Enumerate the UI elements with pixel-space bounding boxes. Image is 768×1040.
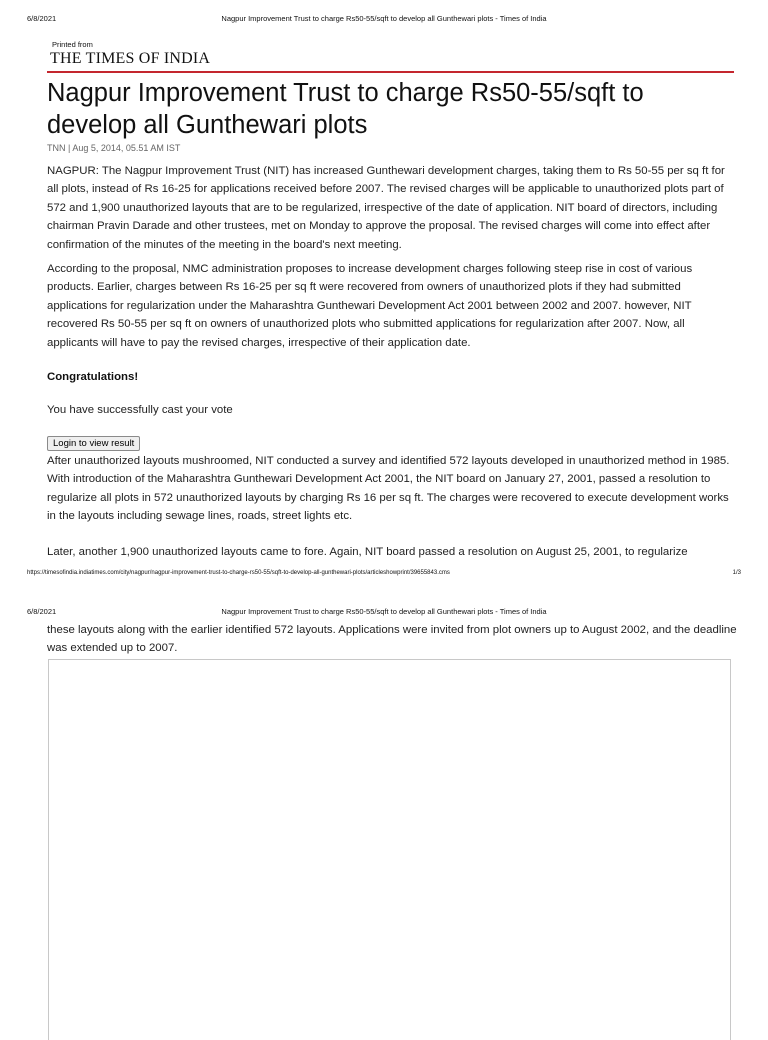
print-page-number: 1/3 [732, 570, 741, 576]
article-paragraph: According to the proposal, NMC administration proposes to increase development charges following steep rise in cost of various products. Earlier, charges between Rs 16-25 per sq ft were recovered from owners of unauthorized plots if they had submitted applications for regularization under the Maharashtra Gunthewari Development Act 2001 between 2002 and 2007. however, NIT recovered Rs 50-55 per sq ft on owners of unauthorized plots who submitted applications for regularization after 2007. Now, all applicants will have to pay the revised charges, irrespective of their application date. [47, 263, 693, 349]
embedded-media-frame [48, 659, 731, 1040]
article-paragraph: Later, another 1,900 unauthorized layouts came to fore. Again, NIT board passed a resolution on August 25, 2001, to regularize [47, 546, 688, 558]
article-paragraph: these layouts along with the earlier identified 572 layouts. Applications were invited from plot owners up to August 2002, and the deadline was extended up to 2007. [47, 624, 737, 655]
article-byline: TNN | Aug 5, 2014, 05.51 AM IST [47, 143, 181, 153]
login-to-view-result-button[interactable]: Login to view result [47, 436, 140, 451]
print-page-title: Nagpur Improvement Trust to charge Rs50-55/sqft to develop all Gunthewari plots - Times of India [221, 14, 547, 23]
article-headline: Nagpur Improvement Trust to charge Rs50-55/sqft to develop all Gunthewari plots [47, 79, 644, 139]
article-paragraph: NAGPUR: The Nagpur Improvement Trust (NIT) has increased Gunthewari development charges, taking them to Rs 50-55 per sq ft for all plots, instead of Rs 16-25 for applications received before 2007. The revised charges will be applicable to unauthorized plots part of 572 and 1,900 unauthorized layouts that are to be regularized, irrespective of the date of application. NIT board of directors, including chairman Pravin Darade and other trustees, met on Monday to approve the proposal. The revised charges will come into effect after confirmation of the minutes of the meeting in the board's next meeting. [47, 165, 725, 251]
print-header [0, 14, 768, 28]
print-date: 6/8/2021 [27, 607, 57, 616]
print-page-title: Nagpur Improvement Trust to charge Rs50-55/sqft to develop all Gunthewari plots - Times of India [221, 607, 547, 616]
print-date: 6/8/2021 [27, 14, 57, 23]
poll-message: You have successfully cast your vote [47, 404, 233, 416]
brand-divider [47, 71, 734, 73]
print-header [0, 607, 768, 621]
printed-from-label: Printed from [52, 40, 93, 49]
print-url: https://timesofindia.indiatimes.com/city/nagpur/nagpur-improvement-trust-to-charge-rs50-55/sqft-to-develop-all-gunthewari-plots/articleshowprint/39655843.cms [27, 570, 450, 576]
brand-logo: THE TIMES OF INDIA [50, 50, 211, 67]
poll-congrats: Congratulations! [47, 371, 139, 383]
article-paragraph: After unauthorized layouts mushroomed, NIT conducted a survey and identified 572 layouts developed in unauthorized method in 1985. With introduction of the Maharashtra Gunthewari Development Act 2001, the NIT board on January 27, 2001, passed a resolution to regularize all plots in 572 unauthorized layouts by charging Rs 16 per sq ft. The charges were recovered to execute development works in the layouts including sewage lines, roads, street lights etc. [47, 455, 730, 523]
print-footer [0, 570, 768, 582]
